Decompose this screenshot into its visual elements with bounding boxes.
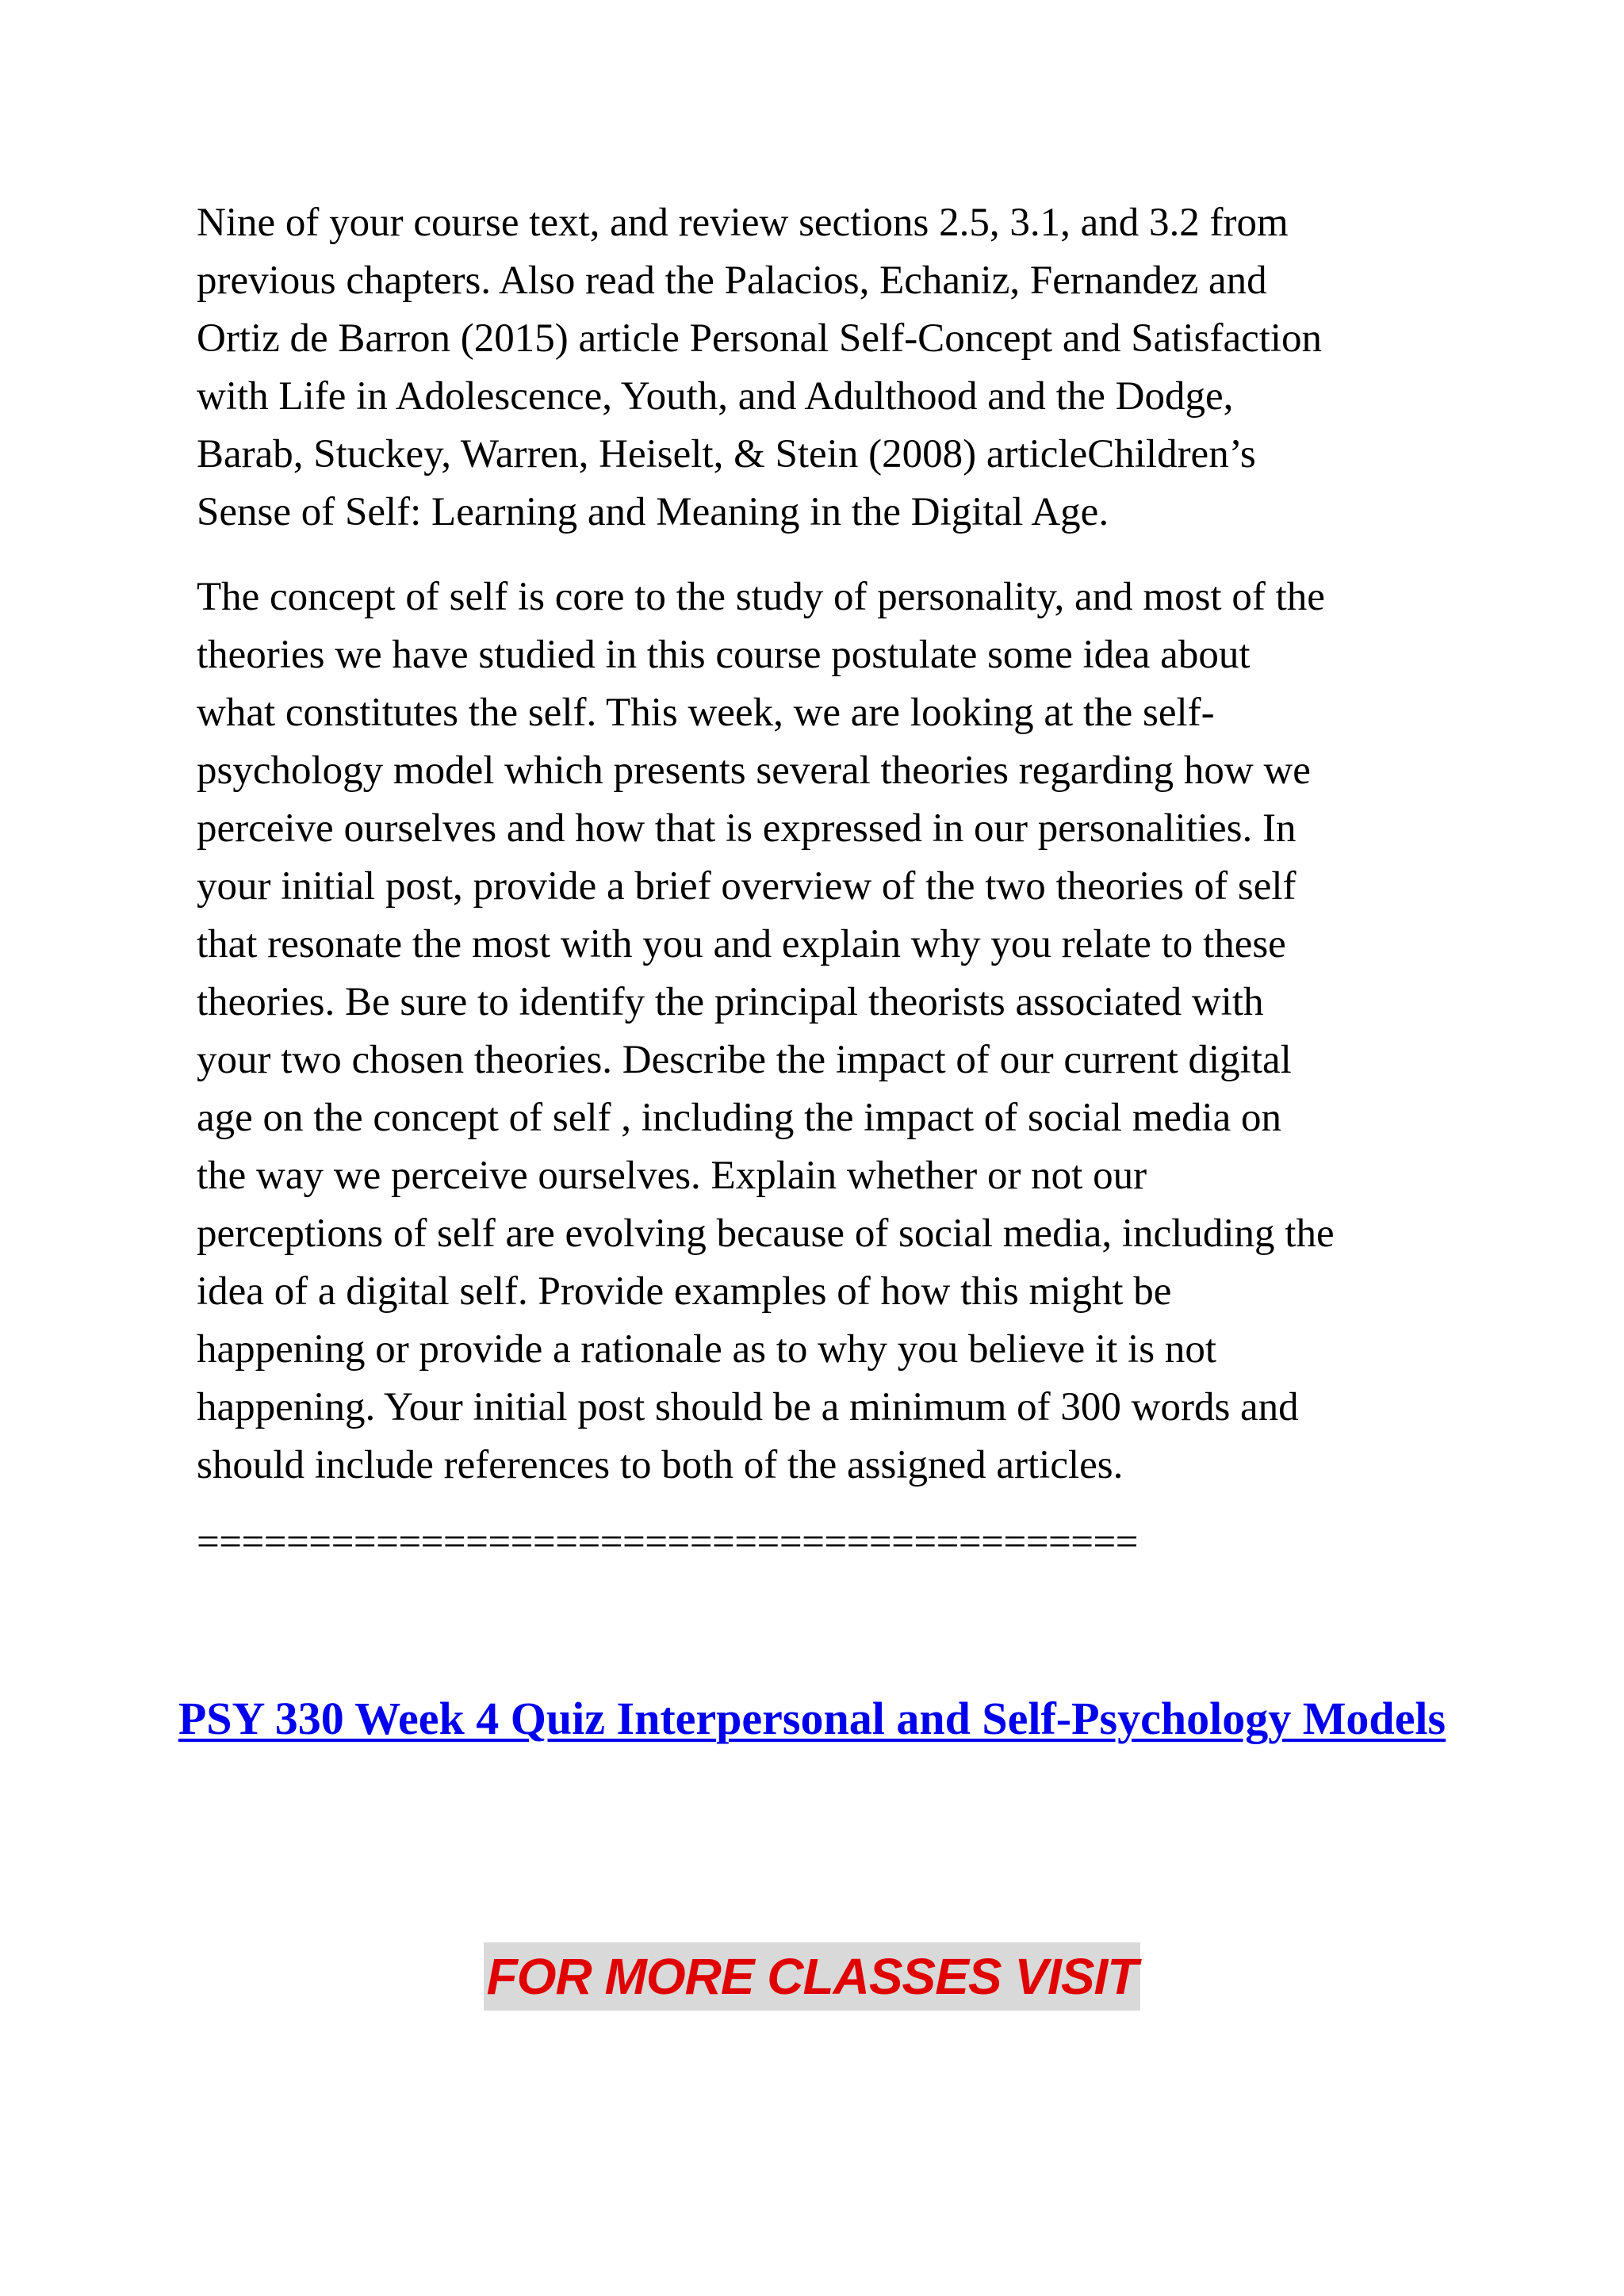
discussion-prompt-paragraph: The concept of self is core to the study of personality, and most of the theories we have studied in this course postulate some idea about what constitutes the self. This week, we are looking at the self- psychology model which presents several theories regarding how we perceive ourselves and how that is expressed in our personalities. In your initial post, provide a brief overview of the two theories of self that resonate the most with you and explain why you relate to these theories. Be sure to identify the principal theorists associated with your two chosen theories. Describe the impact of our current digital age on the concept of self , including the impact of social media on the way we perceive ourselves. Explain whether or not our perceptions of self are evolving because of social media, including the idea of a digital self. Provide examples of how this might be happening or provide a rationale as to why you believe it is not happening. Your initial post should be a minimum of 300 words and should include references to both of the assigned articles. [197, 575, 1335, 1487]
assignment-reading-paragraph: Nine of your course text, and review sections 2.5, 3.1, and 3.2 from previous chapters. Also read the Palacios, Echaniz, Fernandez and Ortiz de Barron (2015) article Personal Self-Concept and Satisfaction with Life in Adolescence, Youth, and Adulthood and the Dodge, Barab, Stuckey, Warren, Heiselt, & Stein (2008) articleChildren’s Sense of Self: Learning and Meaning in the Digital Age. [197, 201, 1323, 534]
section-divider: ========================================== [197, 1520, 1139, 1564]
quiz-heading [159, 1685, 1465, 1753]
promo-container [0, 1942, 1624, 2011]
quiz-heading-link[interactable]: PSY 330 Week 4 Quiz Interpersonal and Self-Psychology Models [178, 1693, 1446, 1744]
promo-banner: FOR MORE CLASSES VISIT [484, 1942, 1141, 2011]
